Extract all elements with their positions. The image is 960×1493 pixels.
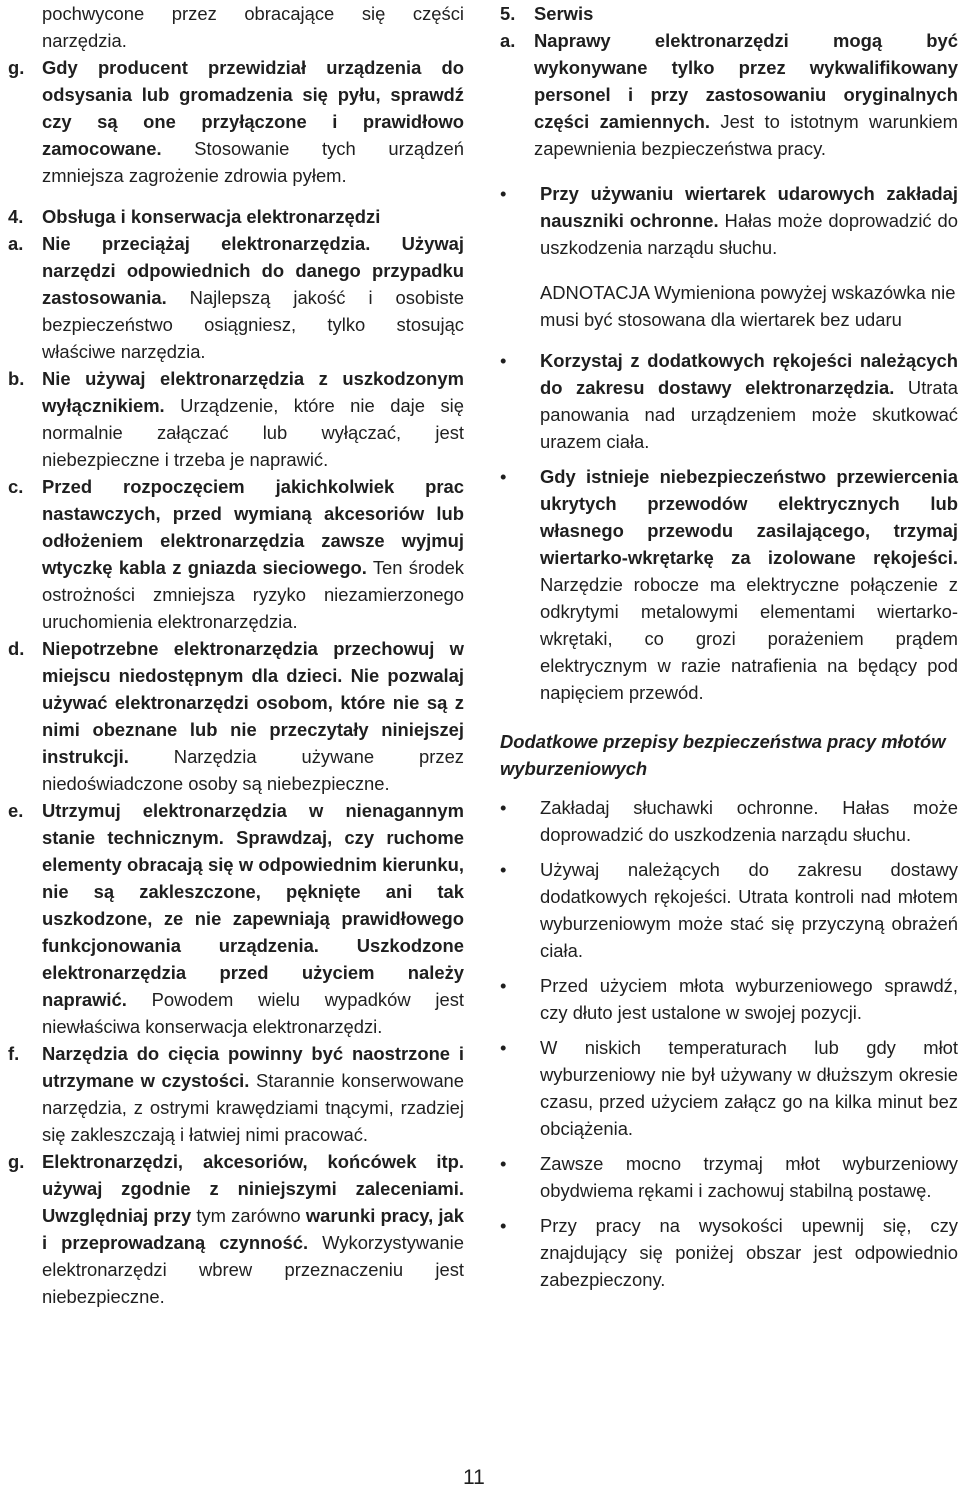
item-text: tym zarówno — [191, 1205, 306, 1226]
section-title: Serwis — [534, 3, 594, 24]
bullet-demolition-3 — [500, 972, 958, 1026]
item-g-dust-extraction — [8, 54, 464, 189]
section-number: 4. — [8, 206, 24, 227]
section-heading-4 — [8, 203, 464, 230]
item-bold-text: Gdy producent przewidział urządzenia do odsysania lub gromadzenia się pyłu, sprawdź czy są one przyłączone i prawidłowo zamocowane. — [42, 57, 464, 159]
bullet-auxiliary-handles — [500, 347, 958, 455]
bullet-demolition-4 — [500, 1034, 958, 1142]
item-bold-text: Niepotrzebne elektronarzędzia przechowuj w miejscu niedostępnym dla dzieci. Nie pozwalaj używać elektronarzędzi osobom, które nie są z nimi obeznane lub nie przeczytały niniejszej instrukcji. — [42, 638, 464, 767]
item-g-usage — [8, 1148, 464, 1310]
item-text: Narzędzia używane przez niedoświadczone osoby są niebezpieczne. — [42, 746, 464, 794]
bullet-icon: • — [500, 859, 507, 880]
bullet-bold-text: Korzystaj z dodatkowych rękojeści należących do zakresu dostawy elektronarzędzia. — [540, 350, 958, 398]
item-c-unplug — [8, 473, 464, 635]
bullet-text: Przed użyciem młota wyburzeniowego sprawdź, czy dłuto jest ustalone w swojej pozycji. — [540, 975, 958, 1023]
subheading-demolition-hammers: Dodatkowe przepisy bezpieczeństwa pracy młotów wyburzeniowych — [500, 731, 946, 779]
bullet-icon: • — [500, 466, 507, 487]
bullet-text: W niskich temperaturach lub gdy młot wyburzeniowy nie był używany w dłuższym okresie czasu, przed użyciem załącz go na kilka minut bez obciążenia. — [540, 1037, 958, 1139]
annotation-note: ADNOTACJA Wymieniona powyżej wskazówka nie musi być stosowana dla wiertarek bez udaru — [540, 282, 956, 330]
item-text: Powodem wielu wypadków jest niewłaściwa konserwacja elektronarzędzi. — [42, 989, 464, 1037]
bullet-hearing-protection — [500, 180, 958, 261]
item-bold-text: Nie używaj elektronarzędzia z uszkodzonym wyłącznikiem. — [42, 368, 464, 416]
bullet-icon: • — [500, 975, 507, 996]
item-marker: c. — [8, 476, 24, 497]
bullet-demolition-1 — [500, 794, 958, 848]
item-bold-text: Elektronarzędzi, akcesoriów, końcówek itp. używaj zgodnie z niniejszymi zaleceniami. Uwzględniaj przy — [42, 1151, 464, 1226]
item-bold-text: Utrzymuj elektronarzędzia w nienagannym stanie technicznym. Sprawdzaj, czy ruchome elementy obracają się w odpowiednim kierunku, nie są zakleszczone, pęknięte ani tak uszkodzone, ze nie zapewniają prawidłowego funkcjonowania urządzenia. Uszkodzone elektronarzędzia przed użyciem należy naprawić. — [42, 800, 464, 1010]
bullet-icon: • — [500, 350, 507, 371]
bullet-text: Hałas może doprowadzić do uszkodzenia narządu słuchu. — [540, 210, 958, 258]
item-text: Urządzenie, które nie daje się normalnie załączać lub wyłączać, jest niebezpieczne i trzeba je naprawić. — [42, 395, 464, 470]
item-text: Starannie konserwowane narzędzia, z ostrymi krawędziami tnącymi, rzadziej się zakleszczają i łatwiej nimi pracować. — [42, 1070, 465, 1145]
item-marker: b. — [8, 368, 25, 389]
item-marker: g. — [8, 57, 25, 78]
bullet-text: Zakładaj słuchawki ochronne. Hałas może doprowadzić do uszkodzenia narządu słuchu. — [540, 797, 958, 845]
item-f-cutting-tools — [8, 1040, 464, 1148]
right-column — [500, 0, 958, 1301]
item-bold-text: Nie przeciążaj elektronarzędzia. Używaj narzędzi odpowiednich do danego przypadku zastosowania. — [42, 233, 464, 308]
item-marker: g. — [8, 1151, 25, 1172]
item-marker: f. — [8, 1043, 20, 1064]
bullet-icon: • — [500, 1153, 507, 1174]
intro-continuation: pochwycone przez obracające się części narzędzia. — [42, 3, 464, 51]
bullet-text: Przy pracy na wysokości upewnij się, czy znajdujący się poniżej obszar jest odpowiednio zabezpieczony. — [540, 1215, 958, 1290]
item-text: Najlepszą jakość i osobiste bezpieczeństwo osiągniesz, tylko stosując właściwe narzędzia. — [42, 287, 464, 362]
item-text: Jest to istotnym warunkiem zapewnienia bezpieczeństwa pracy. — [534, 111, 958, 159]
bullet-icon: • — [500, 1215, 507, 1236]
item-text: Stosowanie tych urządzeń zmniejsza zagrożenie zdrowia pyłem. — [42, 138, 464, 186]
bullet-demolition-6 — [500, 1212, 958, 1293]
bullet-icon: • — [500, 1037, 507, 1058]
item-marker: e. — [8, 800, 24, 821]
item-b-switch — [8, 365, 464, 473]
bullet-icon: • — [500, 183, 507, 204]
item-marker: a. — [500, 30, 516, 51]
bullet-text: Narzędzie robocze ma elektryczne połączenie z odkrytymi metalowymi elementami wiertarko-wkrętaki, co grozi porażeniem prądem elektrycznym w razie natrafienia na będący pod napięciem przewód. — [540, 574, 958, 703]
bullet-text: Zawsze mocno trzymaj młot wyburzeniowy obydwiema rękami i zachowuj stabilną postawę. — [540, 1153, 958, 1201]
bullet-text: Utrata panowania nad urządzeniem może skutkować urazem ciała. — [540, 377, 958, 452]
bullet-hidden-wires — [500, 463, 958, 706]
left-column — [8, 0, 464, 1310]
bullet-bold-text: Przy używaniu wiertarek udarowych zakładaj nauszniki ochronne. — [540, 183, 958, 231]
section-heading-5 — [500, 0, 958, 27]
bullet-icon: • — [500, 797, 507, 818]
item-d-storage — [8, 635, 464, 797]
item-bold-text: Naprawy elektronarzędzi mogą być wykonywane tylko przez wykwalifikowany personel i przy zastosowaniu oryginalnych części zamiennych. — [534, 30, 958, 132]
bullet-demolition-2 — [500, 856, 958, 964]
item-bold-text-2: warunki pracy, jak i przeprowadzaną czynność. — [42, 1205, 464, 1253]
section-title: Obsługa i konserwacja elektronarzędzi — [42, 206, 381, 227]
item-marker: a. — [8, 233, 24, 254]
item-a-service — [500, 27, 958, 162]
section-number: 5. — [500, 3, 516, 24]
item-text-2: Wykorzystywanie elektronarzędzi wbrew przeznaczeniu jest niebezpieczne. — [42, 1232, 464, 1307]
item-marker: d. — [8, 638, 25, 659]
item-e-maintenance — [8, 797, 464, 1040]
item-a-overload — [8, 230, 464, 365]
item-text: Ten środek ostrożności zmniejsza ryzyko niezamierzonego uruchomienia elektronarzędzia. — [42, 557, 464, 632]
bullet-bold-text: Gdy istnieje niebezpieczeństwo przewiercenia ukrytych przewodów elektrycznych lub własnego przewodu zasilającego, trzymaj wiertarko-wkrętarkę za izolowane rękojeści. — [540, 466, 958, 568]
item-bold-text: Narzędzia do cięcia powinny być naostrzone i utrzymane w czystości. — [42, 1043, 464, 1091]
page-number: 11 — [463, 1466, 485, 1489]
bullet-demolition-5 — [500, 1150, 958, 1204]
bullet-text: Używaj należących do zakresu dostawy dodatkowych rękojeści. Utrata kontroli nad młotem wyburzeniowym może stać się przyczyną obrażeń ciała. — [540, 859, 958, 961]
item-bold-text: Przed rozpoczęciem jakichkolwiek prac nastawczych, przed wymianą akcesoriów lub odłożeniem elektronarzędzia zawsze wyjmuj wtyczkę kabla z gniazda sieciowego. — [42, 476, 464, 578]
